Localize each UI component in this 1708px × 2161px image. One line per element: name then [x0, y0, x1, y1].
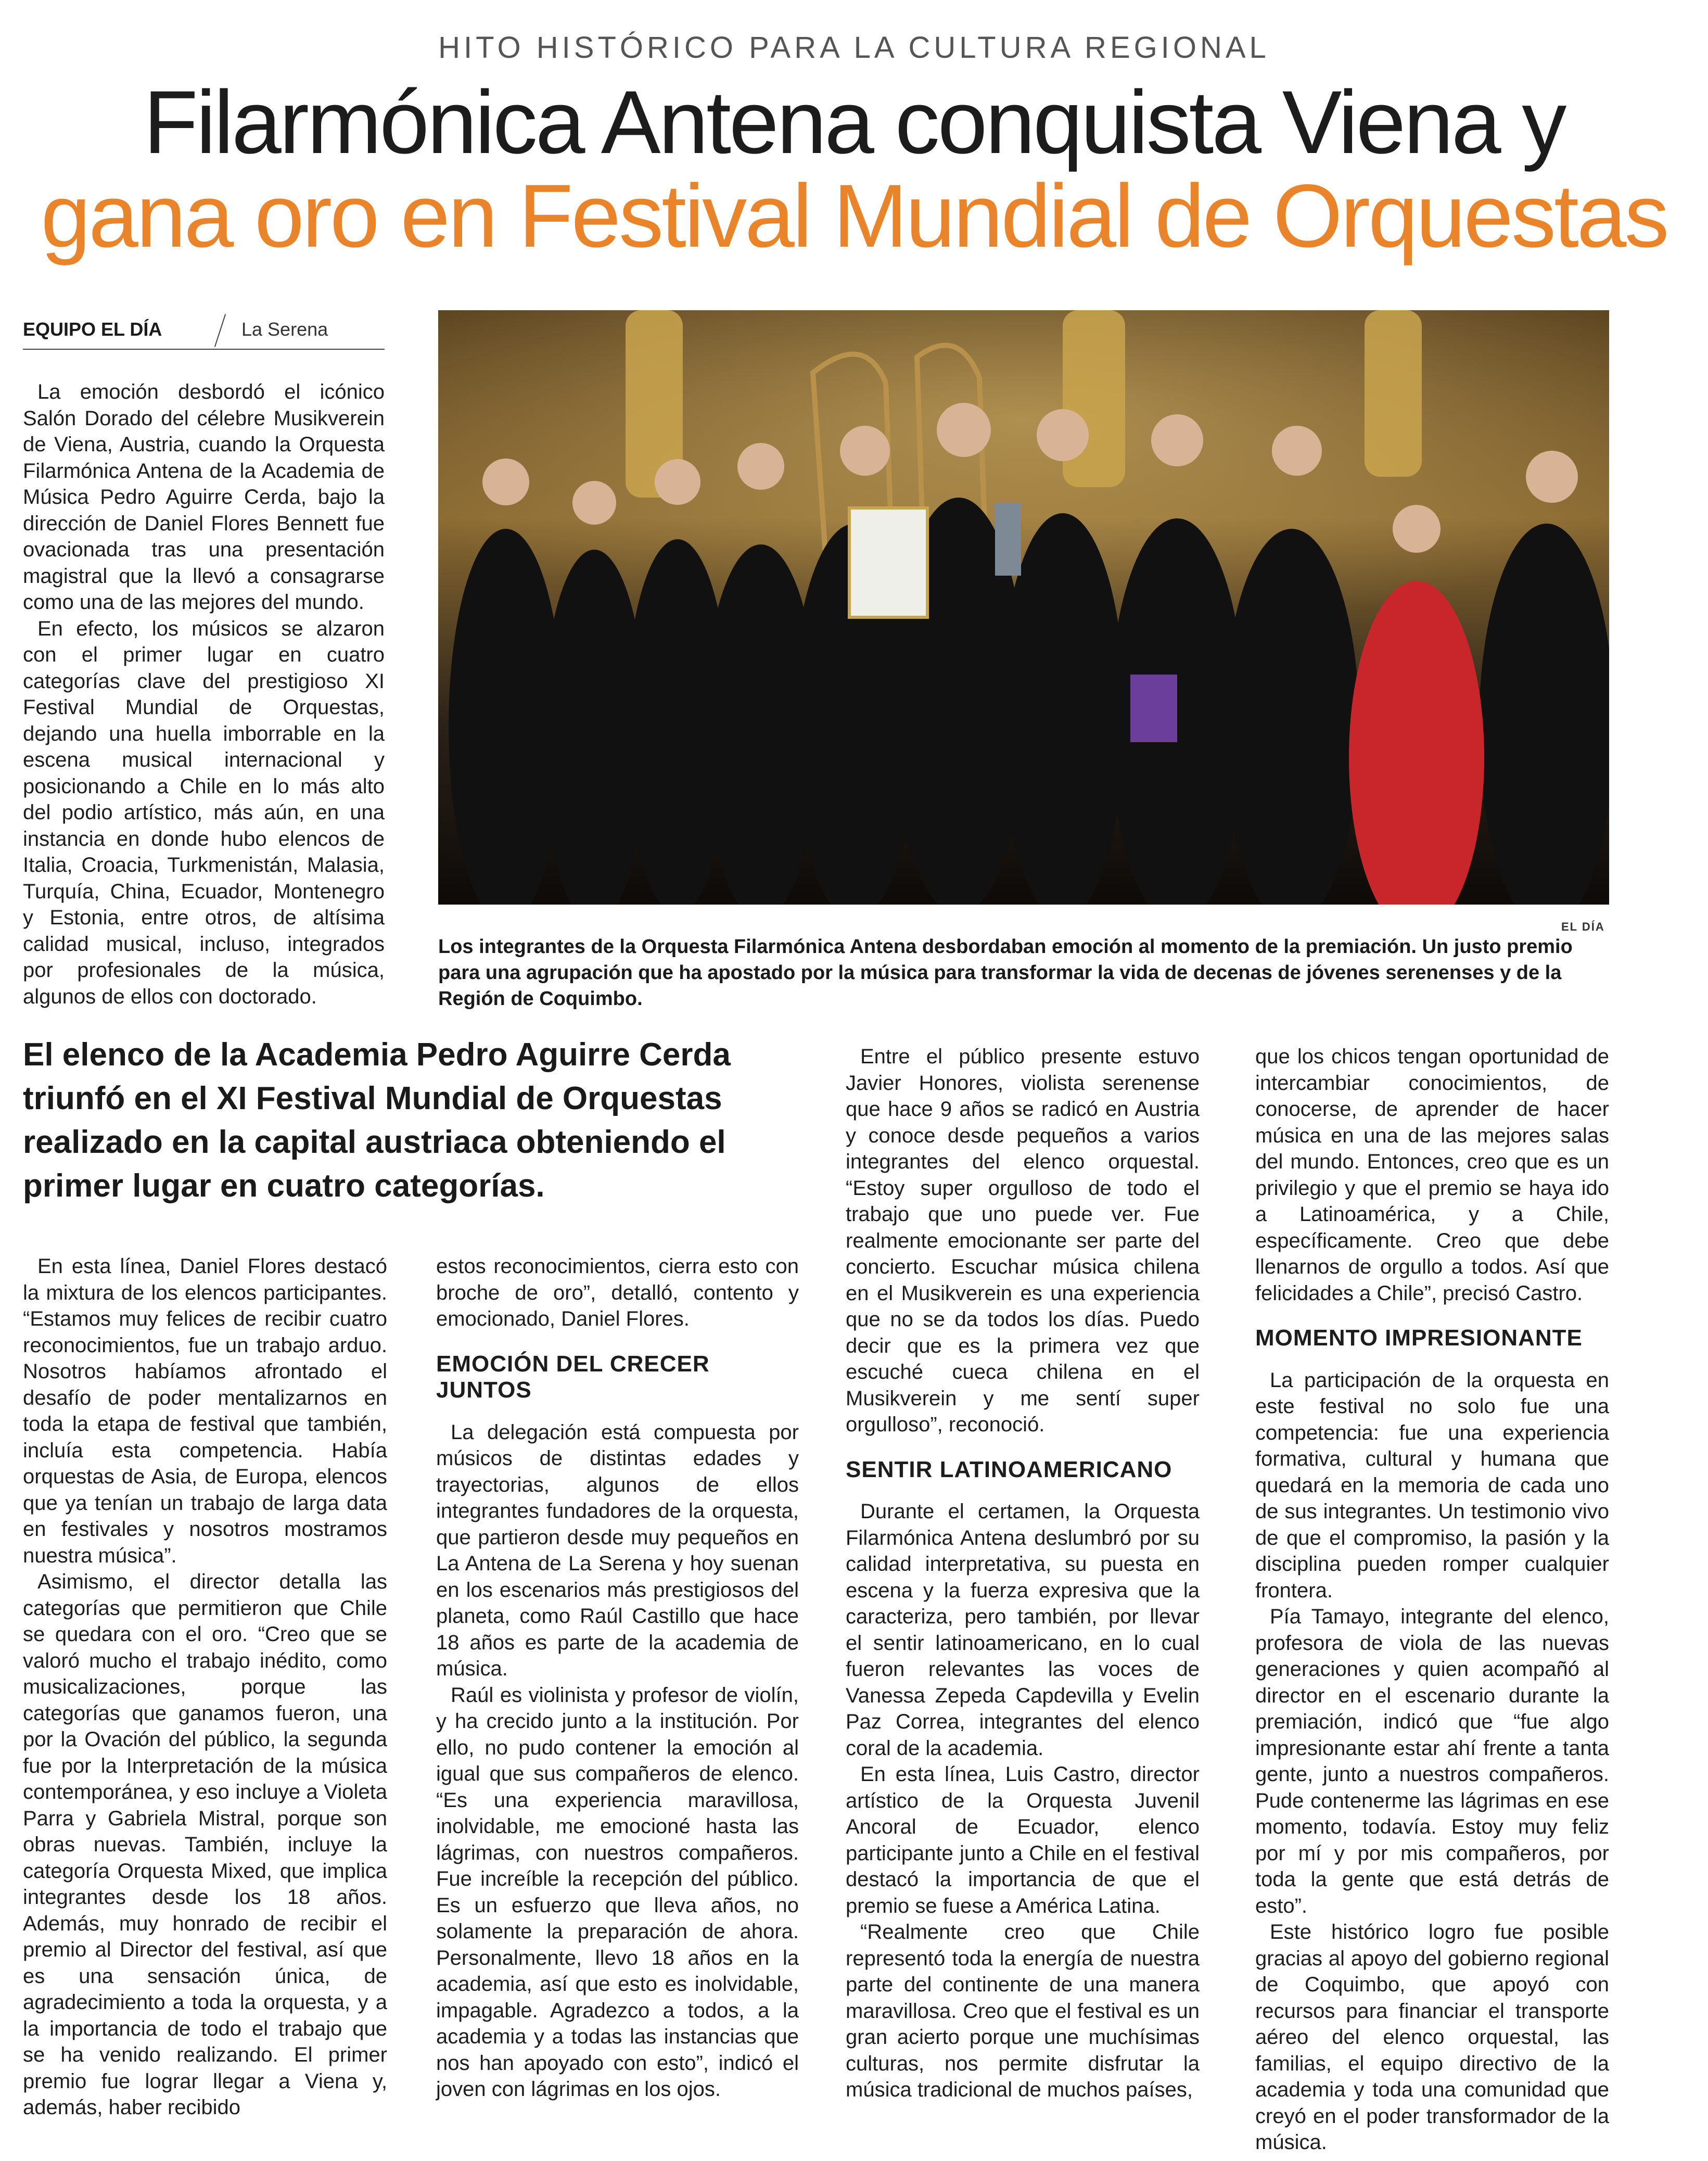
column-1: [23, 1253, 387, 2121]
headline-line-2: gana oro en Festival Mundial de Orquestas: [41, 166, 1667, 266]
photo-caption: Los integrantes de la Orquesta Filarmónica Antena desbordaban emoción al momento de la premiación. Un justo premio para una agrupación que ha apostado por la música para transformar la vida de decenas de jóvenes serenenses y de la Región de Coquimbo.: [438, 936, 1573, 1010]
column-3: [846, 1044, 1200, 2103]
photo-credit: EL DÍA: [1561, 920, 1605, 933]
lead-paragraph: En efecto, los músicos se alzaron con el primer lugar en cuatro categorías clave del prestigioso XI Festival Mundial de Orquestas, dejando una huella imborrable en la escena musical internacional y posicionando a Chile en lo más alto del podio artístico, más aún, en una instancia en donde hubo elencos de Italia, Croacia, Turkmenistán, Malasia, Turquía, China, Ecuador, Montenegro y Estonia, entre otros, de altísima calidad musical, incluso, integrados por profesionales de la música, algunos de ellos con doctorado.: [23, 617, 385, 1008]
body-paragraph: Durante el certamen, la Orquesta Filarmónica Antena deslumbró por su calidad interpretativa, su puesta en escena y la fuerza expresiva que la caracteriza, pero también, por llevar el sentir latinoamericano, en lo cual fueron relevantes las voces de Vanessa Zepeda Capdevilla y Evelin Paz Correa, integrantes del elenco coral de la academia.: [846, 1500, 1200, 1760]
body-paragraph: Pía Tamayo, integrante del elenco, profesora de viola de las nuevas generaciones y quien acompañó al director en el escenario durante la premiación, indicó que “fue algo impresionante estar ahí frente a tanta gente, junto a nuestros compañeros. Pude contenerme las lágrimas en ese momento, todavía. Estoy muy feliz por mí y por mis compañeros, por toda la gente que está detrás de esto”.: [1255, 1605, 1609, 1917]
lead-paragraph: La emoción desbordó el icónico Salón Dorado del célebre Musikverein de Viena, Austria, cuando la Orquesta Filarmónica Antena de la Academia de Música Pedro Aguirre Cerda, bajo la dirección de Daniel Flores Bennett fue ovacionada tras una presentación magistral que la llevó a consagrarse como una de las mejores del mundo.: [23, 380, 385, 614]
lead-column: [23, 379, 385, 1010]
column-2: [436, 1253, 799, 2103]
kicker: HITO HISTÓRICO PARA LA CULTURA REGIONAL: [438, 31, 1270, 65]
body-paragraph: “Realmente creo que Chile representó toda la energía de nuestra parte del continente de una manera maravillosa. Creo que el festival es un gran acierto porque une muchísimas culturas, nos permite disfrutar la música tradicional de muchos países,: [846, 1921, 1200, 2101]
body-paragraph: Entre el público presente estuvo Javier Honores, violista serenense que hace 9 años se radicó en Austria y conoce desde pequeños a varios integrantes del elenco orquestal. “Estoy super orgulloso de todo el trabajo que uno puede ver. Fue realmente emocionante ser parte del concierto. Escuchar música chilena en el Musikverein es una experiencia que no se da todos los días. Puedo decir que es la primera vez que escuché cueca chilena en el Musikverein y me sentí super orgulloso”, reconoció.: [846, 1045, 1200, 1436]
article-deck: El elenco de la Academia Pedro Aguirre Cerda triunfó en el XI Festival Mundial de Orquestas realizado en la capital austriaca obteniendo el primer lugar en cuatro categorías.: [23, 1037, 731, 1204]
byline-team: EQUIPO EL DÍA: [23, 319, 162, 340]
body-paragraph: Este histórico logro fue posible gracias al apoyo del gobierno regional de Coquimbo, que apoyó con recursos para financiar el transporte aéreo del elenco orquestal, las familias, el equipo directivo de la academia y toda una comunidad que creyó en el poder transformador de la música.: [1255, 1921, 1609, 2154]
body-paragraph: que los chicos tengan oportunidad de intercambiar conocimientos, de conocerse, de aprender de hacer música en una de las mejores salas del mundo. Entonces, creo que es un privilegio y que el premio se haya ido a Latinoamérica, y a Chile, específicamente. Creo que debe llenarnos de orgullo a todos. Así que felicidades a Chile”, precisó Castro.: [1255, 1045, 1609, 1305]
byline-divider: [214, 314, 226, 347]
section-heading: MOMENTO IMPRESIONANTE: [1255, 1325, 1583, 1351]
body-paragraph: La delegación está compuesta por músicos de distintas edades y trayectorias, algunos de ellos integrantes fundadores de la orquesta, que partieron desde muy pequeños en La Antena de La Serena y hoy suenan en los escenarios más prestigiosos del planeta, como Raúl Castillo que hace 18 años es parte de la academia de música.: [436, 1420, 799, 1680]
body-paragraph: Asimismo, el director detalla las categorías que permitieron que Chile se quedara con el oro. “Creo que se valoró mucho el trabajo inédito, como musicalizaciones, porque las categorías que ganamos fueron, una por la Ovación del público, la segunda fue por la Interpretación de la música contemporánea, y eso incluye a Violeta Parra y Gabriela Mistral, porque son obras nuevas. También, incluye la categoría Orquesta Mixed, que implica integrantes desde los 18 años. Además, muy honrado de recibir el premio al Director del festival, así que es una sensación única, de agradecimiento a toda la orquesta, y a la importancia de todo el trabajo que se ha venido realizando. El primer premio fue lograr llegar a Viena y, además, haber recibido: [23, 1570, 387, 2119]
body-paragraph: Raúl es violinista y profesor de violín, y ha crecido junto a la institución. Por ello, no pudo contener la emoción al igual que sus compañeros de elenco. “Es una experiencia maravillosa, inolvidable, me emocioné hasta las lágrimas, con nuestros compañeros. Fue increíble la recepción del público. Es un esfuerzo que lleva años, no solamente la preparación de ahora. Personalmente, llevo 18 años en la academia, así que esto es inolvidable, impagable. Agradezco a todos, a la academia y a todas las instancias que nos han apoyado con esto”, indicó el joven con lágrimas en los ojos.: [436, 1683, 799, 2101]
section-heading: SENTIR LATINOAMERICANO: [846, 1456, 1172, 1482]
body-paragraph: En esta línea, Daniel Flores destacó la mixtura de los elencos participantes. “Estamos muy felices de recibir cuatro reconocimientos, fue un trabajo arduo. Nosotros habíamos afrontado el desafío de poder mentalizarnos en toda la etapa de festival que también, incluía esta competencia. Había orquestas de Asia, de Europa, elencos que ya tenían un trabajo de larga data en festivales y nosotros mostramos nuestra música”.: [23, 1255, 387, 1567]
headline-line-1: Filarmónica Antena conquista Viena y: [143, 72, 1565, 172]
orchestra-photo-illustration: [438, 310, 1609, 905]
column-4: [1255, 1044, 1609, 2156]
body-paragraph: La participación de la orquesta en este festival no solo fue una competencia: fue una experiencia formativa, cultural y humana que quedará en la memoria de cada uno de sus integrantes. Un testimonio vivo de que el compromiso, la pasión y la disciplina pueden romper cualquier frontera.: [1255, 1368, 1609, 1602]
section-heading: EMOCIÓN DEL CRECER JUNTOS: [436, 1351, 710, 1403]
award-ceremony-photo: [438, 310, 1609, 905]
byline: [23, 312, 385, 350]
byline-city: La Serena: [241, 319, 328, 340]
body-paragraph: estos reconocimientos, cierra esto con broche de oro”, detalló, contento y emocionado, Daniel Flores.: [436, 1255, 799, 1330]
body-paragraph: En esta línea, Luis Castro, director artístico de la Orquesta Juvenil Ancoral de Ecuador, elenco participante junto a Chile en el festival destacó la importancia de que el premio se fuese a América Latina.: [846, 1763, 1200, 1917]
